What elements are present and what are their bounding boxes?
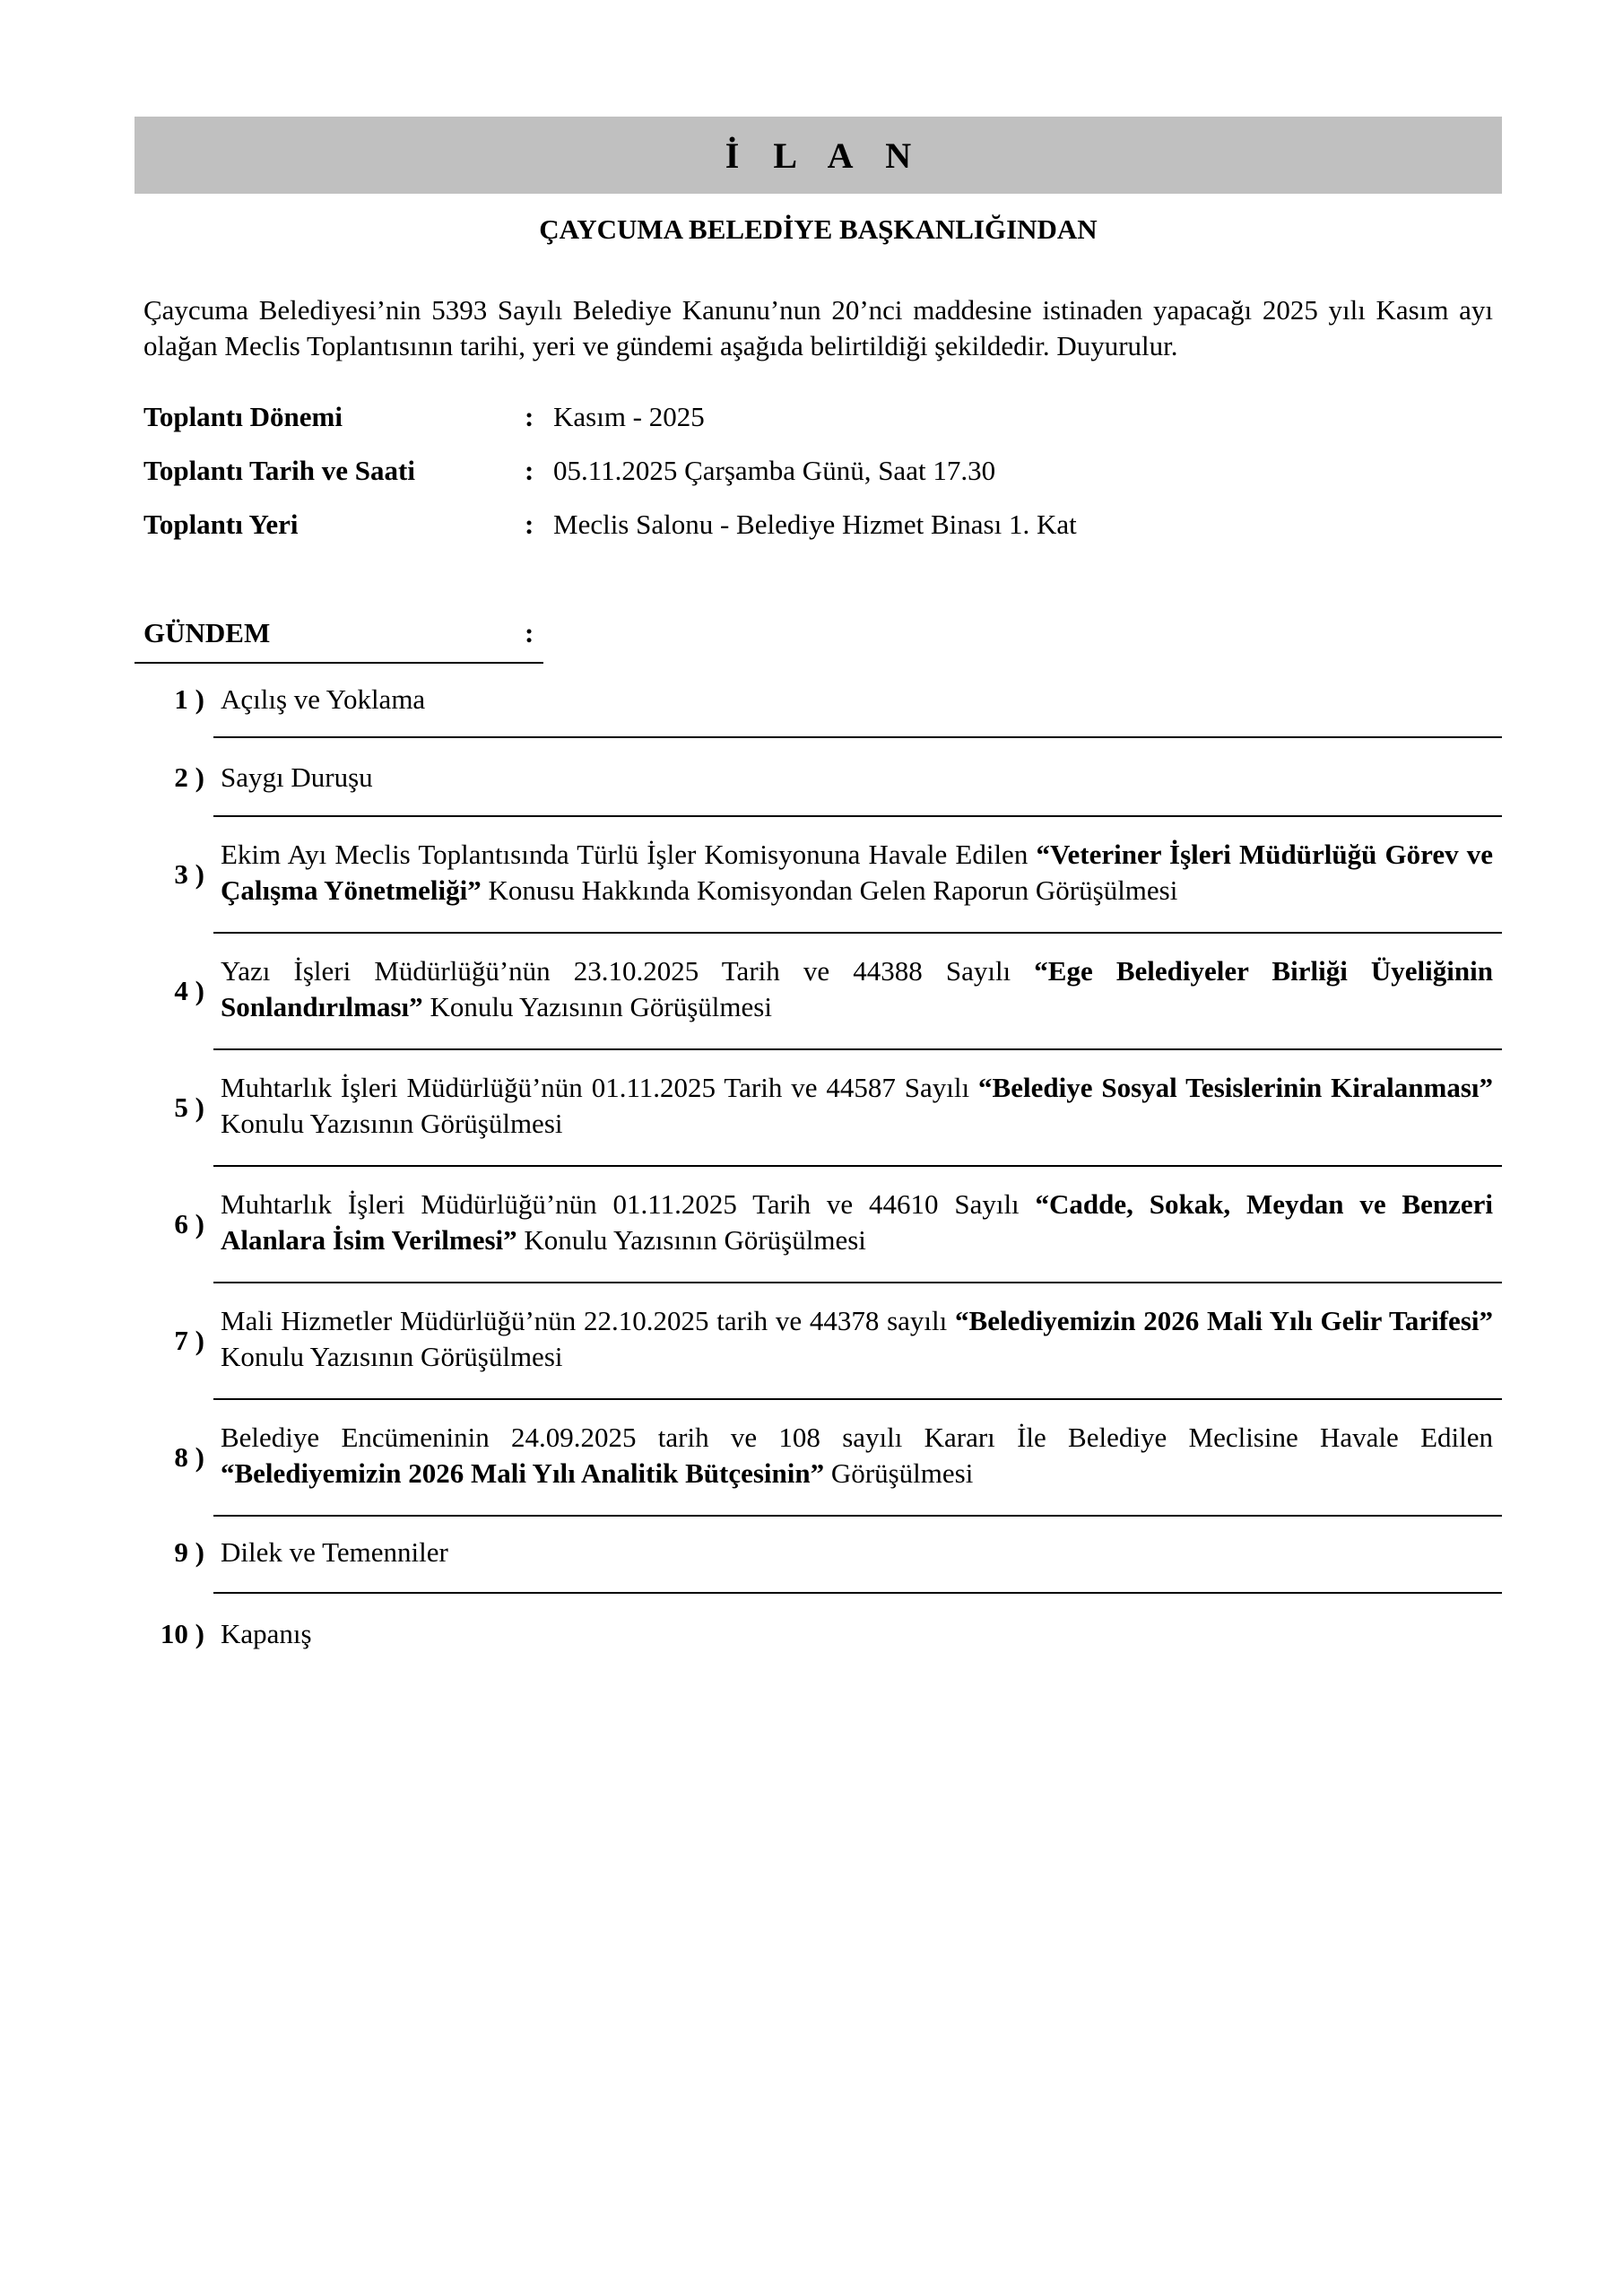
agenda-item-text-post: Konusu Hakkında Komisyondan Gelen Raporun Görüşülmesi (481, 874, 1178, 906)
agenda-item-subject: “Cadde, Sokak, Meydan ve Benzeri Alanlara İsim Verilmesi” (221, 1188, 1493, 1256)
agenda-item-subject: “Veteriner İşleri Müdürlüğü Görev ve Çalışma Yönetmeliği” (221, 839, 1493, 906)
agenda-item-text (221, 1303, 1493, 1375)
agenda-item-text (221, 1070, 1493, 1142)
agenda-heading-colon: : (525, 617, 534, 648)
agenda-heading (135, 615, 543, 664)
meeting-datetime-label: Toplantı Tarih ve Saati (143, 455, 415, 486)
meeting-period-value: Kasım - 2025 (553, 401, 705, 432)
agenda-item-subject: “Belediye Sosyal Tesislerinin Kiralanması” (978, 1072, 1494, 1103)
agenda-item-subject: “Ege Belediyeler Birliği Üyeliğinin Sonlandırılması” (221, 955, 1493, 1022)
agenda-item-text: Açılış ve Yoklama (221, 683, 426, 715)
agenda-item-text (221, 1420, 1493, 1492)
agenda-item-6 (135, 1167, 1502, 1283)
meeting-place-colon: : (525, 509, 534, 540)
agenda-item-3 (135, 817, 1502, 934)
agenda-item-number: 2 ) (174, 761, 204, 793)
agenda-item-number: 3 ) (174, 858, 204, 890)
agenda-item-text-pre: Ekim Ayı Meclis Toplantısında Türlü İşler Komisyonuna Havale Edilen (221, 839, 1037, 870)
meeting-period-label: Toplantı Dönemi (143, 401, 343, 432)
agenda-item-10 (135, 1594, 1502, 1671)
agenda-item-number: 6 ) (174, 1208, 204, 1239)
agenda-item-2 (135, 738, 1502, 817)
agenda-item-1 (135, 664, 1502, 738)
agenda-item-number: 8 ) (174, 1441, 204, 1473)
agenda-item-8 (135, 1400, 1502, 1517)
agenda-item-text (221, 1187, 1493, 1258)
agenda-item-5 (135, 1050, 1502, 1167)
agenda-item-text (221, 953, 1493, 1025)
agenda-item-text-pre: Yazı İşleri Müdürlüğü’nün 23.10.2025 Tarih ve 44388 Sayılı (221, 955, 1035, 987)
agenda-item-number: 7 ) (174, 1325, 204, 1356)
agenda-item-9 (135, 1517, 1502, 1594)
agenda-item-subject: “Belediyemizin 2026 Mali Yılı Analitik Bütçesinin” (221, 1457, 825, 1489)
agenda-heading-label: GÜNDEM (143, 617, 271, 648)
agenda-item-text-pre: Muhtarlık İşleri Müdürlüğü’nün 01.11.2025 Tarih ve 44587 Sayılı (221, 1072, 979, 1103)
agenda-item-number: 9 ) (174, 1536, 204, 1568)
agenda-item-text-post: Konulu Yazısının Görüşülmesi (516, 1224, 866, 1256)
agenda-item-text: Kapanış (221, 1618, 312, 1649)
title-banner (135, 117, 1502, 194)
agenda-item-text: Dilek ve Temenniler (221, 1536, 448, 1568)
agenda-item-7 (135, 1283, 1502, 1400)
agenda-item-4 (135, 934, 1502, 1050)
page-title: İ L A N (725, 135, 924, 176)
agenda-item-number: 5 ) (174, 1091, 204, 1123)
agenda-item-text-pre: Mali Hizmetler Müdürlüğü’nün 22.10.2025 tarih ve 44378 sayılı (221, 1305, 956, 1336)
meeting-datetime-value: 05.11.2025 Çarşamba Günü, Saat 17.30 (553, 455, 996, 486)
agenda-item-text-post: Konulu Yazısının Görüşülmesi (221, 1341, 563, 1372)
agenda-item-text-post: Görüşülmesi (824, 1457, 974, 1489)
meeting-period-colon: : (525, 401, 534, 432)
agenda-item-subject: “Belediyemizin 2026 Mali Yılı Gelir Tarifesi” (955, 1305, 1493, 1336)
meeting-place-label: Toplantı Yeri (143, 509, 299, 540)
agenda-item-text: Saygı Duruşu (221, 761, 373, 793)
meeting-datetime-colon: : (525, 455, 534, 486)
issuer-heading: ÇAYCUMA BELEDİYE BAŞKANLIĞINDAN (539, 213, 1098, 245)
agenda-item-number: 10 ) (160, 1618, 204, 1649)
agenda-item-number: 1 ) (174, 683, 204, 715)
agenda-item-text-pre: Muhtarlık İşleri Müdürlüğü’nün 01.11.2025 Tarih ve 44610 Sayılı (221, 1188, 1036, 1220)
meeting-place-value: Meclis Salonu - Belediye Hizmet Binası 1. Kat (553, 509, 1077, 540)
agenda-item-number: 4 ) (174, 975, 204, 1006)
agenda-item-text (221, 837, 1493, 909)
agenda-item-text-post: Konulu Yazısının Görüşülmesi (221, 1108, 563, 1139)
intro-paragraph: Çaycuma Belediyesi’nin 5393 Sayılı Belediye Kanunu’nun 20’nci maddesine istinaden yapacağı 2025 yılı Kasım ayı olağan Meclis Toplantısının tarihi, yeri ve gündemi aşağıda belirtildiği şekildedir. Duyurulur. (143, 294, 1493, 361)
agenda-item-text-post: Konulu Yazısının Görüşülmesi (422, 991, 772, 1022)
agenda-item-text-pre: Belediye Encümeninin 24.09.2025 tarih ve 108 sayılı Kararı İle Belediye Meclisine Havale Edilen (221, 1422, 1493, 1453)
